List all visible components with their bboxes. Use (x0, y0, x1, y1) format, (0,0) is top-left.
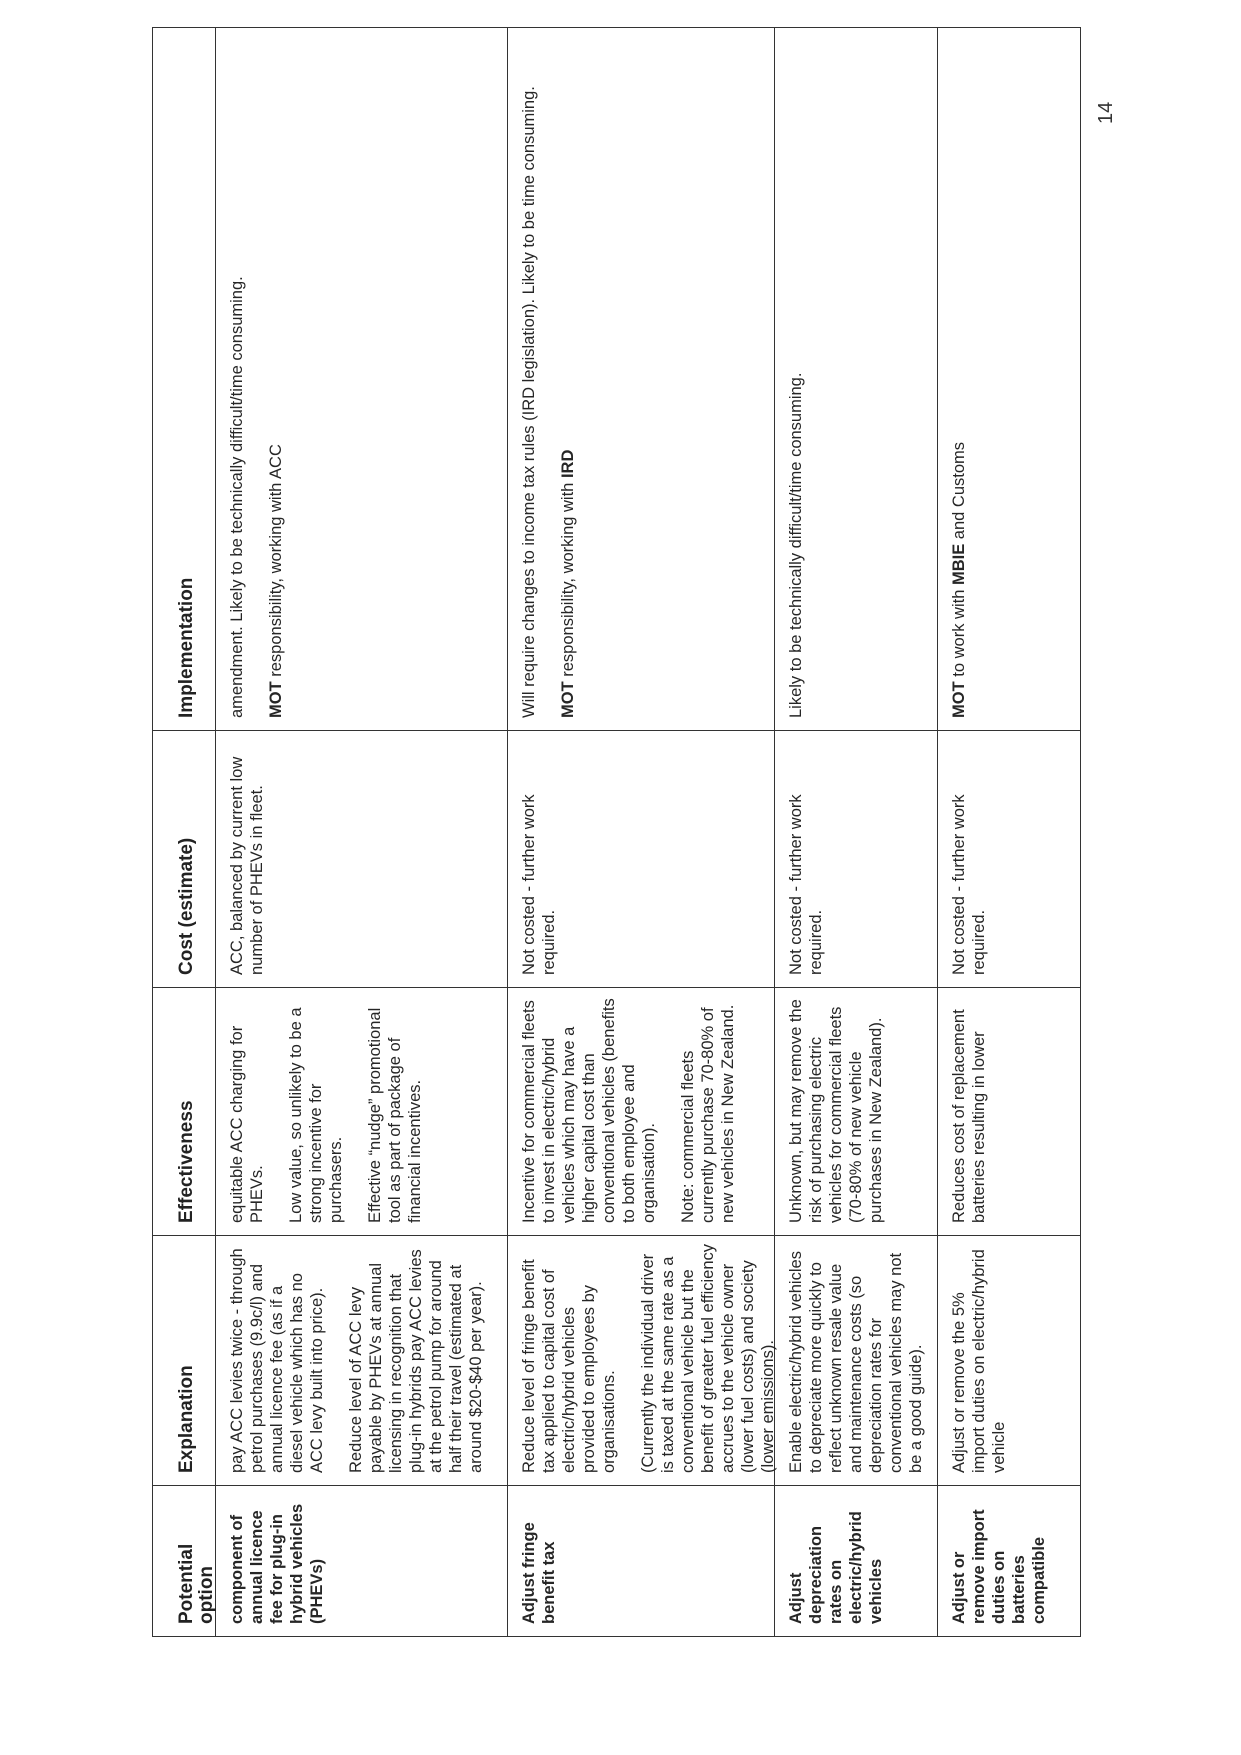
table-row (508, 28, 775, 1636)
effectiveness-cell (508, 987, 774, 1235)
cost-cell: Not costed - further work required. (508, 730, 774, 987)
table-row (216, 28, 508, 1636)
table-header-row (153, 28, 216, 1636)
effectiveness-cell (775, 987, 937, 1235)
effectiveness-paragraph: Unknown, but may remove the risk of purchasing electric vehicles for commercial fleets (70-80% of new vehicle purchases in New Zealand). (787, 999, 885, 1223)
effectiveness-paragraph: equitable ACC charging for PHEVs. (228, 1025, 266, 1223)
explanation-cell (775, 1235, 937, 1485)
implementation-text: Will require changes to income tax rules (IRD legislation). Likely to be time consuming. (520, 86, 538, 718)
implementation-text: amendment. Likely to be technically difficult/time consuming. (228, 276, 246, 718)
implementation-cell (508, 27, 774, 730)
effectiveness-paragraph: Reduces cost of replacement batteries resulting in lower (950, 1009, 988, 1223)
explanation-paragraph: (Currently the individual driver is taxed at the same rate as a conventional vehicle but the benefit of greater fuel efficiency accrues to the vehicle owner (lower fuel costs) and society (lower emissions). (639, 1243, 777, 1473)
header-potential-option: Potential option (153, 1485, 215, 1636)
effectiveness-paragraph: Note: commercial fleets currently purchase 70-80% of new vehicles in New Zealand. (679, 1004, 737, 1223)
implementation-responsibility: MOT to work with MBIE and Customs (950, 442, 968, 718)
cost-cell: Not costed - further work required. (938, 730, 1081, 987)
table-row (775, 28, 938, 1636)
implementation-cell (938, 27, 1081, 730)
header-effectiveness: Effectiveness (153, 987, 215, 1235)
options-table (152, 27, 1081, 1637)
cost-cell: Not costed - further work required. (775, 730, 937, 987)
effectiveness-cell (216, 987, 507, 1235)
explanation-cell (216, 1235, 507, 1485)
cost-cell: ACC, balanced by current low number of PHEVs in fleet. (216, 730, 507, 987)
implementation-cell (775, 27, 937, 730)
implementation-responsibility: MOT responsibility, working with ACC (267, 444, 285, 718)
option-cell: component of annual licence fee for plug-in hybrid vehicles (PHEVs) (216, 1485, 507, 1636)
implementation-text: Likely to be technically difficult/time consuming. (787, 372, 805, 718)
table-row (938, 28, 1081, 1636)
effectiveness-paragraph: Low value, so unlikely to be a strong incentive for purchasers. (287, 1007, 345, 1223)
effectiveness-cell (938, 987, 1081, 1235)
page-number: 14 (1095, 101, 1117, 124)
option-cell: Adjust fringe benefit tax (508, 1485, 774, 1636)
header-cost: Cost (estimate) (153, 730, 215, 987)
explanation-cell (508, 1235, 777, 1485)
explanation-paragraph: Adjust or remove the 5% import duties on electric/hybrid vehicle (950, 1249, 1008, 1473)
implementation-cell (216, 27, 507, 730)
explanation-paragraph: Reduce level of fringe benefit tax applied to capital cost of electric/hybrid vehicles provided to employees by organisations. (520, 1259, 618, 1473)
header-implementation: Implementation (176, 577, 197, 718)
implementation-responsibility: MOT responsibility, working with IRD (559, 449, 577, 718)
explanation-paragraph: pay ACC levies twice - through petrol purchases (9.9c/l) and annual licence fee (as if a diesel vehicle which has no ACC levy built into price). (228, 1248, 326, 1473)
explanation-paragraph: Enable electric/hybrid vehicles to depreciate more quickly to reflect unknown resale value and maintenance costs (so depreciation rates for conventional vehicles may not be a good guide). (787, 1251, 925, 1473)
effectiveness-paragraph: Incentive for commercial fleets to invest in electric/hybrid vehicles which may have a higher capital cost than conventional vehicles (benefits to both employee and organisation). (520, 998, 658, 1223)
effectiveness-paragraph: Effective “nudge” promotional tool as part of package of financial incentives. (366, 1007, 424, 1223)
option-cell: Adjust or remove import duties on batteries compatible (938, 1485, 1081, 1636)
option-cell: Adjust depreciation rates on electric/hybrid vehicles (775, 1485, 937, 1636)
explanation-cell (938, 1235, 1081, 1485)
explanation-paragraph: Reduce level of ACC levy payable by PHEVs at annual licensing in recognition that plug-in hybrids pay ACC levies at the petrol pump for around half their travel (estimated at around $20-$40 per year). (347, 1249, 485, 1473)
header-explanation: Explanation (153, 1235, 215, 1485)
